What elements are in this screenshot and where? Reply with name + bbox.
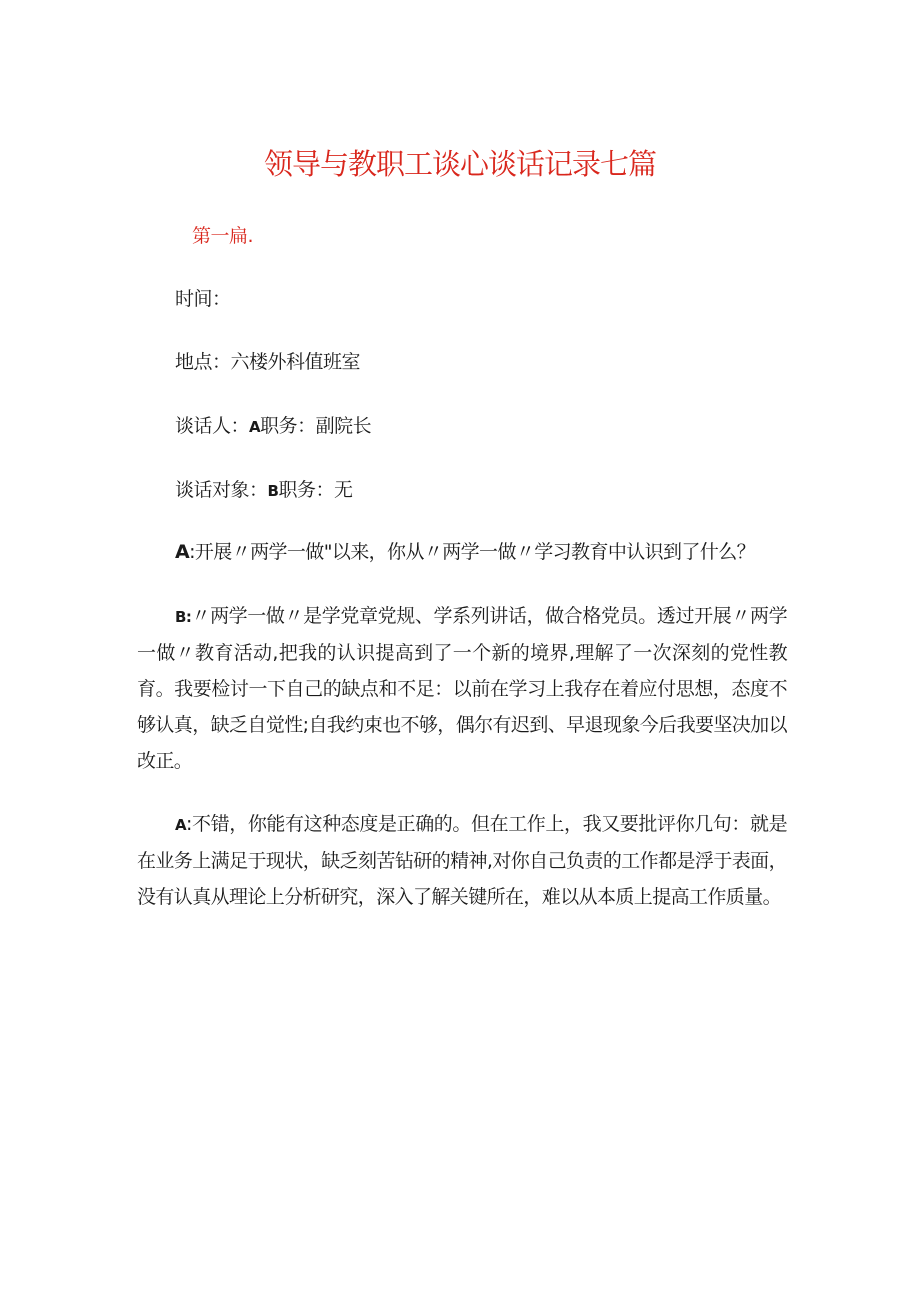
document-title: 领导与教职工谈心谈话记录七篇 <box>263 147 656 181</box>
question-1-text: :开展〃两学一做"以来，你从〃两学一做〃学习教育中认识到了什么？ <box>189 541 756 563</box>
object-prefix: 谈话对象： <box>175 479 268 501</box>
meta-time: 时间： <box>175 288 231 310</box>
question-1 <box>175 538 755 566</box>
answer-1 <box>137 598 787 779</box>
speaker-code: A <box>249 418 261 436</box>
meta-place: 地点：六楼外科值班室 <box>175 351 361 373</box>
question-2-code: A <box>175 816 187 834</box>
object-code: B <box>267 482 279 500</box>
answer-1-text: 〃两学一做〃是学党章党规、学系列讲话，做合格党员。透过开展〃两学一做〃教育活动,把我的认识提高到了一个新的境界,理解了一次深刻的党性教育。我要检讨一下自己的缺点和不足：以前在学习上我存在着应付思想，态度不够认真，缺乏自觉性;自我约束也不够，偶尔有迟到、早退现象今后我要坚决加以改正。 <box>137 605 787 772</box>
section-label: 第一扁. <box>192 225 254 247</box>
object-role: 职务：无 <box>278 479 353 501</box>
question-1-code: A <box>175 541 190 563</box>
speaker-role: 职务：副院长 <box>260 415 372 437</box>
meta-speaker <box>175 412 371 441</box>
meta-object <box>175 476 352 505</box>
speaker-prefix: 谈话人： <box>175 415 250 437</box>
question-2 <box>137 806 787 915</box>
answer-1-code: B: <box>175 608 192 626</box>
question-2-text: :不错，你能有这种态度是正确的。但在工作上，我又要批评你几句：就是在业务上满足于现状，缺乏刻苦钻研的精神,对你自己负责的工作都是浮于表面，没有认真从理论上分析研究，深入了解关键所在，难以从本质上提高工作质量。 <box>137 813 787 908</box>
